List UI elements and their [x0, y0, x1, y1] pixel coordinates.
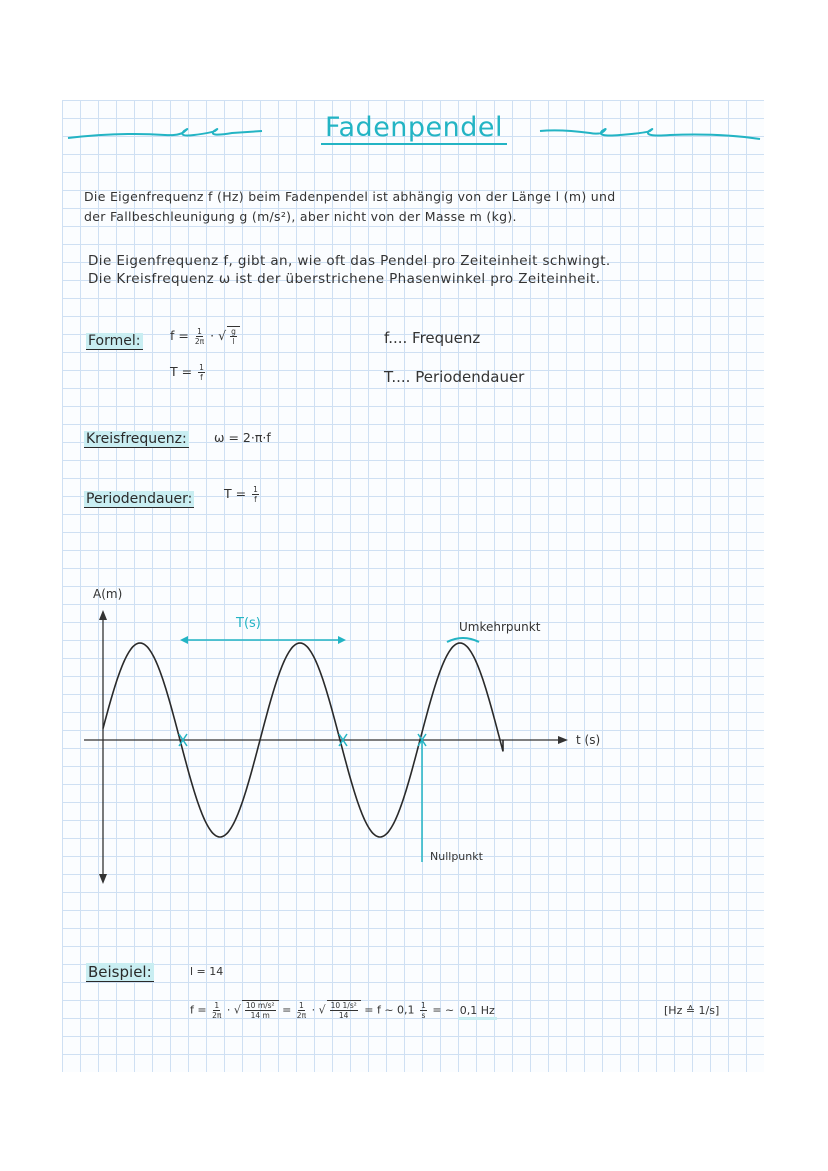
periodendauer-formula: T = $\frac{1}{f}$: [224, 485, 258, 504]
fraction: $\frac{1}{2\pi}$: [296, 1001, 307, 1020]
sqrt: $\frac{\text{10 1/s²}}{14}$: [327, 1000, 361, 1020]
frequency-formula: f = $\frac{1}{2\pi}$ · √ $\frac{g}{l}$: [170, 326, 240, 346]
periodendauer-label: Periodendauer:: [86, 491, 193, 507]
given-length: l = 14: [190, 965, 224, 978]
period-arrow-left-icon: [180, 636, 188, 644]
fraction: $\frac{1}{2\pi}$: [194, 327, 205, 346]
fraction: $\frac{1}{s}$: [421, 1001, 426, 1020]
x-axis-label: t (s): [576, 733, 601, 747]
x-axis-arrow-icon: [558, 736, 568, 744]
fraction: $\frac{1}{2\pi}$: [212, 1001, 222, 1020]
sqrt: $\frac{\text{10 m/s²}}{14 m}$: [242, 1000, 279, 1020]
legend-frequency: f.... Frequenz: [384, 329, 481, 347]
example-calculation: f = $\frac{1}{2\pi}$ · √ $\frac{\text{10 m/s²}}{14 m}$ = $\frac{1}{2\pi}$ · √ $\frac{\text{10 1/s²}}{14}$ = f ~ 0,1 $\frac{1}{s}$ = ~ 0,1 Hz: [190, 1001, 495, 1020]
sqrt: $\frac{g}{l}$: [227, 326, 240, 346]
period-arrow-right-icon: [338, 636, 346, 644]
formel-label: Formel:: [88, 333, 141, 349]
fraction: $\frac{1}{f}$: [253, 485, 258, 504]
result-value: 0,1 Hz: [458, 1004, 497, 1020]
beispiel-label: Beispiel:: [88, 963, 152, 981]
kreisfrequenz-label: Kreisfrequenz:: [86, 431, 187, 447]
y-axis-arrow-icon: [99, 610, 107, 620]
umkehrpunkt-label: Umkehrpunkt: [459, 620, 541, 634]
intro-line-2: der Fallbeschleunigung g (m/s²), aber nicht von der Masse m (kg).: [84, 209, 517, 224]
legend-period: T.... Periodendauer: [384, 368, 525, 386]
intro-line-4: Die Kreisfrequenz ω ist der überstrichene Phasenwinkel pro Zeiteinheit.: [88, 271, 601, 287]
kreisfrequenz-formula: ω = 2·π·f: [214, 430, 271, 445]
intro-line-1: Die Eigenfrequenz f (Hz) beim Fadenpendel ist abhängig von der Länge l (m) und: [84, 189, 616, 204]
intro-line-3: Die Eigenfrequenz f, gibt an, wie oft das Pendel pro Zeiteinheit schwingt.: [88, 253, 611, 269]
nullpunkt-label: Nullpunkt: [430, 850, 483, 863]
period-label: T(s): [236, 616, 261, 631]
fraction: $\frac{1}{f}$: [199, 363, 204, 382]
turning-point-marker: [447, 638, 479, 642]
page-title: Fadenpendel: [0, 112, 828, 143]
period-formula: T = $\frac{1}{f}$: [170, 363, 204, 382]
y-axis-down-arrow-icon: [99, 874, 107, 884]
y-axis-label: A(m): [93, 587, 123, 601]
unit-note: [Hz ≙ 1/s]: [664, 1004, 720, 1017]
